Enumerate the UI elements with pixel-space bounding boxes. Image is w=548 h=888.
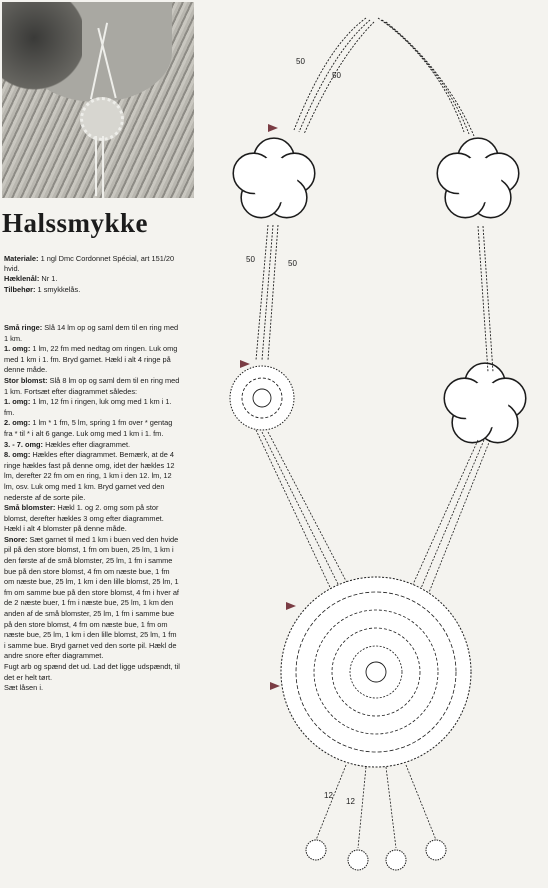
instruction-text: Fugt arb og spænd det ud. Lad det ligge udspændt, til det er helt tørt. — [4, 662, 180, 682]
instruction-label: 1. omg: — [4, 344, 31, 354]
instruction-paragraph — [4, 376, 180, 397]
instruction-text: Hækles efter diagrammet. — [43, 439, 131, 449]
accessories-label: Tilbehør: — [4, 284, 36, 294]
hook-line — [4, 274, 180, 284]
accessories-text: 1 smykkelås. — [35, 284, 81, 294]
materials-line — [4, 254, 180, 274]
instruction-label: 8. omg: — [4, 450, 31, 460]
instruction-label: 2. omg: — [4, 418, 31, 428]
cord-lower — [256, 430, 490, 600]
instruction-paragraph — [4, 662, 180, 683]
instruction-label: Små ringe: — [4, 323, 43, 332]
instruction-label: Små blomster: — [4, 503, 56, 513]
instruction-text: 1 lm, 12 fm i ringen, luk omg med 1 km i 1. fm. — [4, 397, 172, 417]
stitch-count-label: 50 — [296, 57, 305, 66]
instructions-block — [4, 323, 180, 694]
necklace-photo — [2, 2, 194, 198]
instruction-paragraph — [4, 535, 180, 662]
instruction-text: Hækl 1. og 2. omg som på stor blomst, derefter hækles 3 omg efter diagrammet. Hækl i alt 4 blomster på denne måde. — [4, 503, 164, 534]
instruction-paragraph — [4, 418, 180, 439]
instruction-text: Slå 8 lm op og saml dem til en ring med 1 km. Fortsæt efter diagrammet således: — [4, 375, 180, 396]
arrow-icon — [286, 602, 296, 610]
materials-text: 1 ngl Dmc Cordonnet Spécial, art 151/20 hvid. — [4, 254, 175, 274]
instruction-paragraph — [4, 397, 180, 418]
instruction-text: 1 lm * 1 fm, 5 lm, spring 1 fm over * gentag fra * til * i alt 6 gange. Luk omg med 1 km i 1. fm. — [4, 418, 173, 438]
instruction-text: Slå 14 lm op og saml dem til en ring med 1 km. — [4, 323, 179, 343]
arrow-icon — [268, 124, 278, 132]
instruction-text: 1 lm, 22 fm med nedtag om ringen. Luk omg med 1 km i 1. fm. Bryd garnet. Hækl i alt 4 ringe på denne måde. — [4, 344, 178, 375]
arrow-icon — [240, 360, 250, 368]
instruction-paragraph — [4, 323, 180, 344]
photo-tassel — [102, 136, 104, 198]
photo-pendant — [80, 97, 124, 141]
instruction-paragraph — [4, 503, 180, 535]
tassel-cords — [316, 765, 436, 848]
chain-flower-top-right — [437, 138, 519, 218]
chain-flower-top-left — [233, 138, 315, 218]
instruction-paragraph — [4, 683, 180, 694]
crochet-diagram — [196, 0, 548, 888]
hook-text: Nr 1. — [39, 274, 58, 284]
cord-mid-right — [478, 226, 493, 372]
stitch-count-label: 50 — [246, 255, 255, 264]
instruction-paragraph — [4, 450, 180, 503]
instruction-text: Sæt låsen i. — [4, 683, 44, 693]
chain-flower-right — [444, 363, 526, 443]
page-title: Halssmykke — [2, 208, 149, 238]
instruction-label: 1. omg: — [4, 397, 31, 407]
instruction-text: Hækles efter diagrammet. Bemærk, at de 4 ringe hækles fast på denne omg, idet der hækles 12 lm, derefter 22 fm om en ring, 1 km i den 12. lm, 12 lm, osv. Luk omg med 1 km. Bryd garnet ved den nederste af de sorte pile. — [4, 450, 175, 502]
photo-tassel — [95, 136, 97, 196]
hook-label: Hæklenål: — [4, 274, 40, 284]
stitch-count-label: 50 — [288, 259, 297, 268]
stitch-count-label: 12 — [346, 797, 355, 806]
chain-flower-left — [230, 366, 294, 430]
cord-mid-left — [256, 225, 278, 360]
instruction-label: 3. - 7. omg: — [4, 439, 44, 449]
small-rings — [306, 840, 446, 870]
materials-label: Materiale: — [4, 254, 39, 263]
arrow-icon — [270, 682, 280, 690]
instruction-paragraph — [4, 344, 180, 376]
instruction-paragraph — [4, 440, 180, 451]
instruction-text: Sæt garnet til med 1 km i buen ved den hvide pil på den store blomst, 1 fm om buen, 25 lm, 1 km i den første af de små blomster, 25 lm, 1 fm i samme bue på den store blomst, 4 fm om næste bue, 1 fm om næste bue, 25 lm, 1 km i den lille blomst, 25 lm, 1 fm om samme bue på den store blomst, 4 fm i hver af de 2 næste buer, 1 fm i næste bue, 25 lm, 1 km den anden af de små blomster, 25 lm, 1 fm i samme bue på den store blomst, 4 fm om næste bue, 1 fm om næste bue, 25 lm, 1 km i den lille blomst, 25 lm, 1 fm i samme bue. Bryd garnet ved den sorte pil. Hækl de andre snore efter diagrammet. — [4, 534, 179, 661]
accessories-line — [4, 285, 180, 295]
big-flower — [281, 577, 471, 767]
instruction-label: Stor blomst: — [4, 375, 48, 385]
stitch-count-label: 50 — [332, 71, 341, 80]
cord-top-right — [378, 18, 474, 136]
stitch-count-label: 12 — [324, 791, 333, 800]
materials-block — [4, 254, 180, 295]
photo-dark-flowers — [2, 2, 82, 92]
instruction-label: Snore: — [4, 534, 28, 544]
